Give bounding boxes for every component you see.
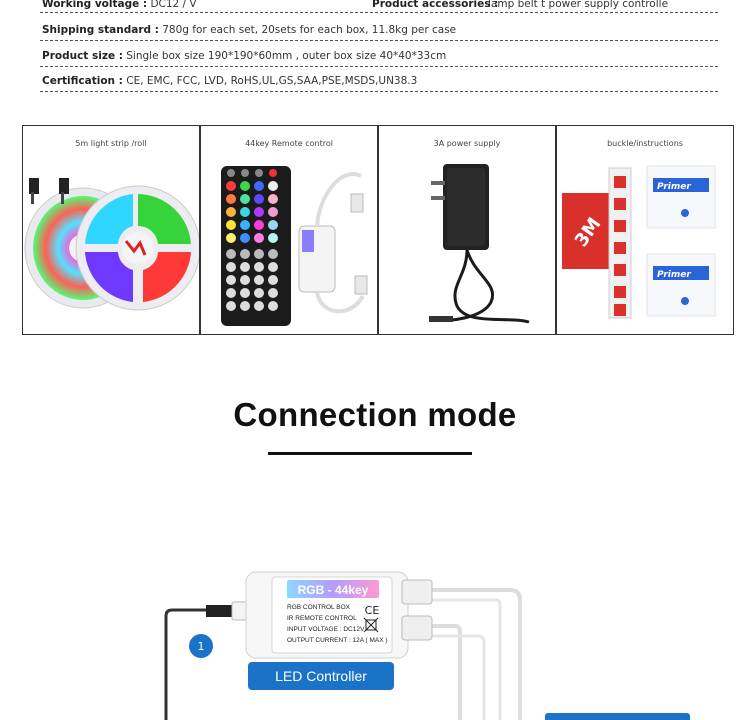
next-step-badge [545,713,690,720]
spec-working-voltage: Working voltage : DC12 / V Product accessories : lamp belt t power supply controlle [42,0,669,10]
step-number: 1 [197,640,205,653]
divider [40,66,718,67]
controller-spec-line: INPUT VOLTAGE : DC12V [287,626,365,633]
panel-caption: 44key Remote control [245,139,333,148]
weee-bin-icon [364,618,378,632]
panel-light-strip [22,125,200,335]
primer-label: Primer [657,270,691,280]
input-connector-icon [206,605,234,617]
output-cable [430,600,500,720]
controller-spec-line: OUTPUT CURRENT : 12A ( MAX ) [287,637,388,644]
panel-caption: buckle/instructions [607,139,683,148]
power-adapter-image [379,126,555,334]
output-cable [430,636,484,720]
panel-remote [200,125,378,335]
controller-model: RGB - 44key [297,583,369,597]
section-title: Connection mode [233,396,517,433]
controller-spec-line: IR REMOTE CONTROL [287,615,357,622]
output-cable [430,626,460,720]
divider [40,91,718,92]
output-cable [430,590,520,720]
panel-power-supply [378,125,556,335]
controller-spec-line: RGB CONTROL BOX [287,604,350,611]
brand-3m-label: 3M [570,213,606,251]
spec-certification: Certification : CE, EMC, FCC, LVD, RoHS,UL,GS,SAA,PSE,MSDS,UN38.3 [42,75,418,87]
connection-diagram [0,560,750,720]
spec-product-size: Product size : Single box size 190*190*60mm , outer box size 40*40*33cm [42,50,447,62]
divider [40,12,718,13]
remote-control-image [201,126,377,334]
spec-shipping: Shipping standard : 780g for each set, 20sets for each box, 11.8kg per case [42,24,457,36]
panel-caption: 5m light strip /roll [75,139,147,148]
title-underline [268,452,472,455]
accessories-image [557,126,733,334]
led-controller-label: LED Controller [275,668,367,684]
ce-mark: CE [364,604,380,617]
power-cable [166,610,210,720]
panel-buckle-instructions [556,125,734,335]
panel-caption: 3A power supply [433,139,501,148]
primer-label: Primer [657,182,691,192]
divider [40,40,718,41]
led-strip-reel-image [23,126,199,334]
